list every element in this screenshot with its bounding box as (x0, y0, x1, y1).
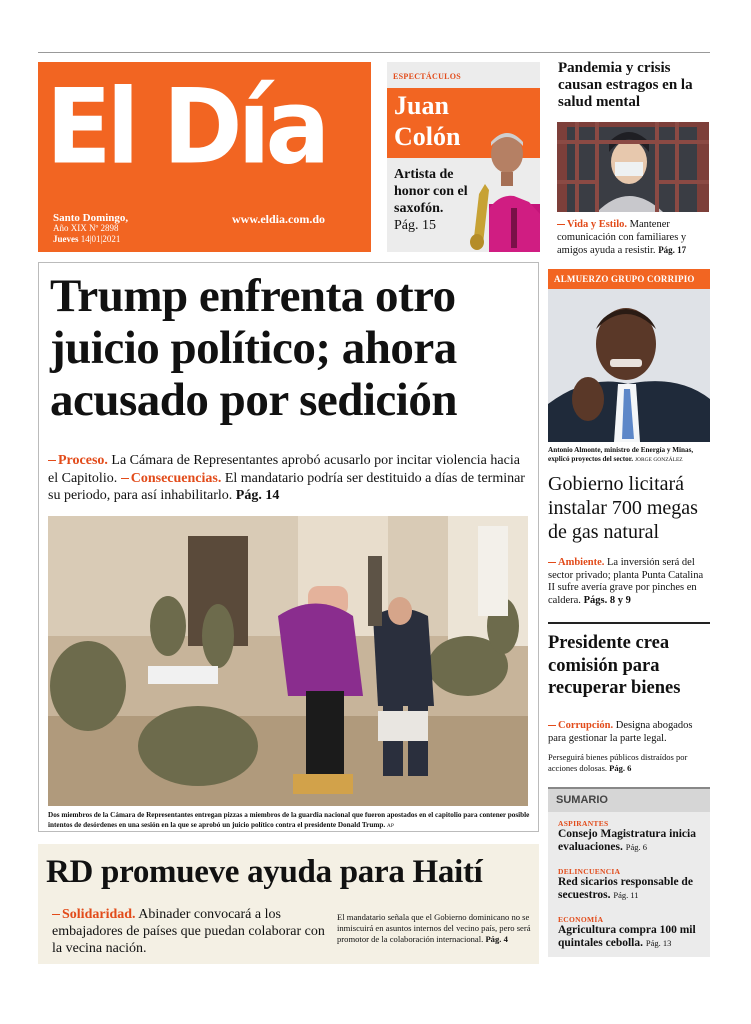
masthead-city: Santo Domingo, (53, 212, 129, 224)
haiti-side-note (337, 912, 532, 946)
masthead-url[interactable]: www.eldia.com.do (232, 212, 325, 226)
sumario-item-title (558, 828, 704, 854)
masthead-date (53, 234, 120, 244)
sumario-heading: SUMARIO (548, 787, 710, 812)
sumario-item-title-text: Red sicarios responsable de secuestros. (558, 876, 693, 901)
main-kicker-consecuencias: Consecuencias. (121, 471, 222, 486)
sumario-item-title (558, 876, 704, 902)
presidente-detail (548, 752, 710, 774)
pandemia-text: Mantener comunicación con familiares y amigos ayuda a resistir. (557, 219, 687, 256)
promo-section-label: ESPECTÁCULOS (393, 72, 462, 81)
main-page-ref: Pág. 14 (235, 488, 280, 503)
sumario-item-page: Pág. 11 (613, 890, 639, 900)
sumario-item-title-text: Consejo Magistratura inicia evaluaciones. (558, 828, 696, 853)
promo-name-last: Colón (394, 122, 461, 151)
sumario-item[interactable] (558, 819, 704, 854)
almuerzo-caption (548, 446, 710, 465)
sumario-box (548, 787, 710, 957)
haiti-lead (52, 906, 332, 957)
main-kicker-proceso: Proceso. (48, 453, 108, 468)
sumario-item-page: Pág. 13 (645, 938, 672, 948)
sumario-item-tag: ASPIRANTES (558, 819, 609, 828)
gas-text: La inversión será del sector privado; planta Punta Catalina II sufre avería grave por pinches en caldera. (548, 557, 704, 606)
haiti-text: Abinader convocará a los embajadores de países que puedan colaborar con la vecina nación. (52, 907, 325, 956)
sumario-item[interactable] (558, 867, 704, 902)
masthead-day: Jueves (53, 234, 79, 244)
almuerzo-section-tag: ALMUERZO GRUPO CORRIPIO (548, 269, 710, 289)
sumario-item[interactable] (558, 915, 704, 950)
presidente-text2: Perseguirá bienes públicos distraídos por acciones dolosas. (548, 752, 688, 773)
haiti-story[interactable] (38, 844, 539, 964)
gas-kicker: Ambiente. (548, 557, 604, 568)
gas-page-ref: Págs. 8 y 9 (583, 594, 631, 606)
promo-name-first: Juan (394, 91, 449, 120)
haiti-side-text: El mandatario señala que el Gobierno dominicano no se inmiscuirá en asuntos internos del vecino país, pero será promotor de la colaboración internacional. (337, 912, 531, 945)
promo-text: Artista de honor con el saxofón. (394, 167, 468, 216)
main-headline[interactable]: Trump enfrenta otro juicio político; ahora acusado por sedición (50, 270, 457, 426)
gas-headline[interactable]: Gobierno licitará instalar 700 megas de gas natural (548, 473, 698, 543)
almuerzo-photo-credit: JORGE GONZÁLEZ (634, 457, 683, 463)
sumario-item-tag: ECONOMÍA (558, 915, 604, 924)
column-divider (548, 622, 710, 624)
main-photo-caption (48, 810, 530, 831)
sumario-item-tag: DELINCUENCIA (558, 867, 621, 876)
haiti-page-ref: Pág. 4 (485, 934, 508, 945)
main-text-proceso: La Cámara de Representantes aprobó acusarlo por incitar violencia hacia el Capitolio. (48, 453, 520, 486)
masked-woman-window-image (557, 122, 709, 212)
pandemia-page-ref: Pág. 17 (658, 245, 687, 255)
promo-espectaculos[interactable] (387, 62, 540, 252)
main-text-consecuencias: El mandatario podría ser destituido a días de terminar su periodo, para así inhabilitarlo. (48, 470, 525, 503)
capitol-guard-pizza-image (48, 516, 528, 806)
pandemia-kicker: Vida y Estilo. (557, 219, 627, 230)
caption-credit: AP (386, 823, 394, 829)
masthead-year-number: Año XIX Nº 2898 (53, 223, 119, 233)
minister-portrait-image (548, 289, 710, 442)
haiti-kicker: Solidaridad. (52, 907, 136, 922)
newspaper-logo: El Día (46, 66, 326, 188)
sumario-item-page: Pág. 6 (625, 842, 647, 852)
pandemia-photo (557, 122, 709, 212)
masthead[interactable] (38, 62, 371, 252)
promo-page-ref: Pág. 15 (394, 218, 436, 233)
pandemia-summary (557, 219, 709, 258)
presidente-headline[interactable]: Presidente crea comisión para recuperar bienes (548, 633, 681, 698)
sumario-item-title-text: Agricultura compra 100 mil quintales cebolla. (558, 924, 696, 949)
presidente-text: Designa abogados para gestionar la parte legal. (548, 720, 693, 744)
presidente-page-ref: Pág. 6 (609, 763, 632, 773)
presidente-kicker: Corrupción. (548, 720, 613, 731)
caption-text: Dos miembros de la Cámara de Representantes entregan pizzas a miembros de la guardia nacional que fueron apostados en el capitolio para contener posible intentos de desórdenes en una sesión en la que se aprobó un juicio político contra el presidente Donald Trump. (48, 811, 530, 829)
masthead-date-value: 14|01|2021 (80, 234, 121, 244)
presidente-summary (548, 720, 710, 745)
pandemia-headline[interactable]: Pandemia y crisis causan estragos en la salud mental (558, 60, 693, 110)
almuerzo-caption-text: Antonio Almonte, ministro de Energía y Minas, explicó proyectos del sector. (548, 446, 694, 463)
sumario-item-title (558, 924, 704, 950)
almuerzo-photo (548, 289, 710, 442)
top-rule (38, 52, 710, 53)
haiti-headline: RD promueve ayuda para Haití (46, 854, 483, 890)
main-photo (48, 516, 528, 806)
gas-summary (548, 557, 710, 607)
main-lead (48, 452, 528, 505)
